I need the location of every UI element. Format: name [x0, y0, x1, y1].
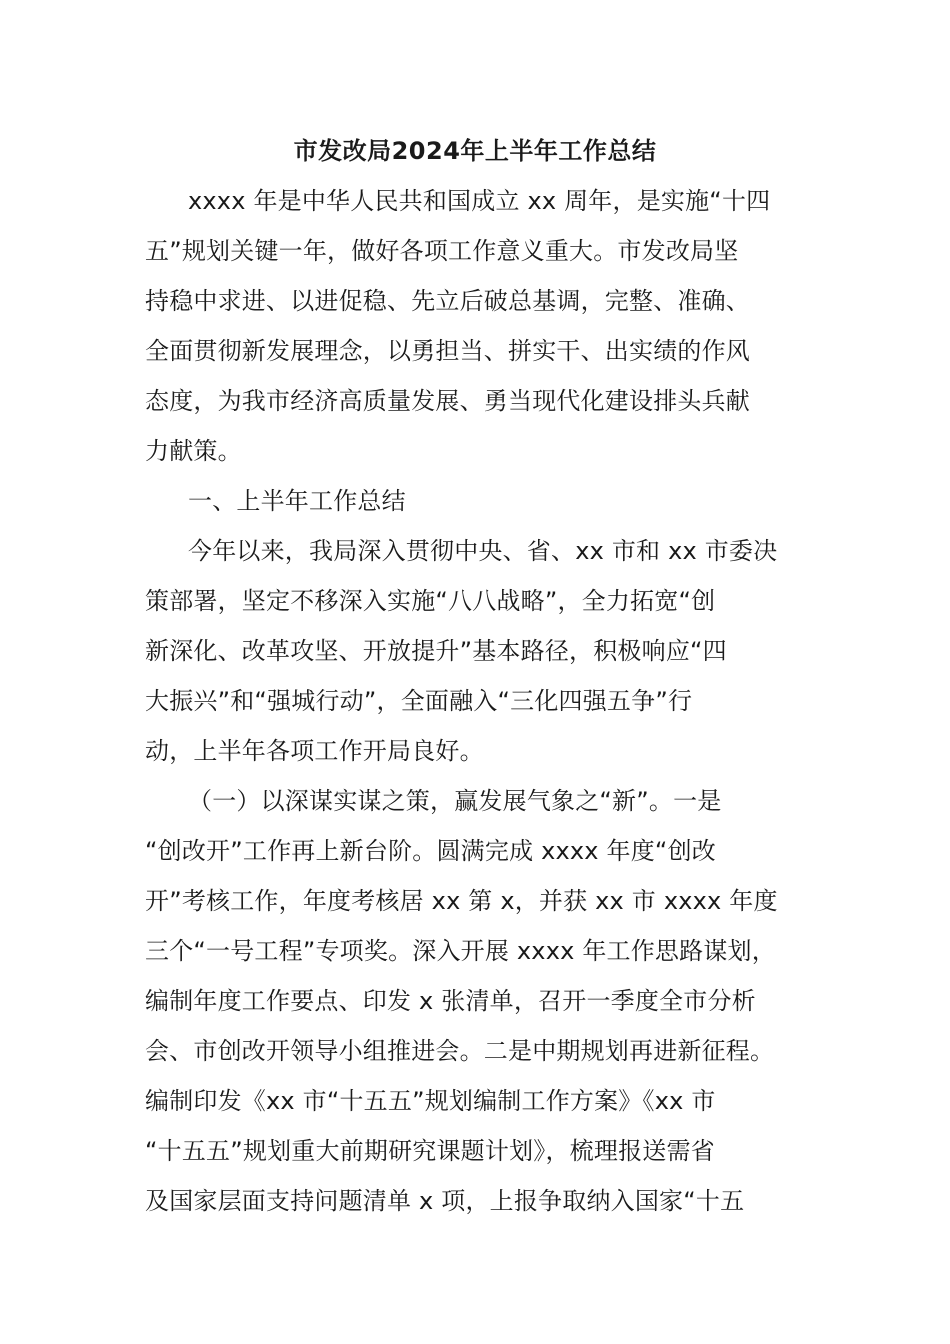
- paragraph-line: （一）以深谋实谋之策，赢发展气象之“新”。一是: [188, 787, 722, 815]
- paragraph-line: 今年以来，我局深入贯彻中央、省、xx 市和 xx 市委决: [188, 537, 778, 565]
- paragraph-line: 策部署，坚定不移深入实施“八八战略”，全力拓宽“创: [145, 587, 716, 615]
- paragraph-line: “十五五”规划重大前期研究课题计划》，梳理报送需省: [145, 1137, 715, 1165]
- paragraph-line: 态度，为我市经济高质量发展、勇当现代化建设排头兵献: [145, 387, 750, 415]
- paragraph-line: 力献策。: [145, 437, 242, 465]
- paragraph-line: 全面贯彻新发展理念，以勇担当、拼实干、出实绩的作风: [145, 337, 750, 365]
- paragraph-line: 编制年度工作要点、印发 x 张清单，召开一季度全市分析: [145, 987, 756, 1015]
- paragraph-line: 五”规划关键一年，做好各项工作意义重大。市发改局坚: [145, 237, 739, 265]
- paragraph-line: “创改开”工作再上新台阶。圆满完成 xxxx 年度“创改: [145, 837, 716, 865]
- paragraph-line: 及国家层面支持问题清单 x 项，上报争取纳入国家“十五: [145, 1187, 745, 1215]
- paragraph-line: 新深化、改革攻坚、开放提升”基本路径，积极响应“四: [145, 637, 727, 665]
- document-title: 市发改局2024年上半年工作总结: [293, 137, 657, 165]
- paragraph-line: 编制印发《xx 市“十五五”规划编制工作方案》《xx 市: [145, 1087, 716, 1115]
- paragraph-line: xxxx 年是中华人民共和国成立 xx 周年，是实施“十四: [188, 187, 771, 215]
- paragraph-line: 开”考核工作，年度考核居 xx 第 x，并获 xx 市 xxxx 年度: [145, 887, 778, 915]
- paragraph-line: 会、市创改开领导小组推进会。二是中期规划再进新征程。: [145, 1037, 775, 1065]
- paragraph-line: 动，上半年各项工作开局良好。: [145, 737, 484, 765]
- paragraph-line: 持稳中求进、以进促稳、先立后破总基调，完整、准确、: [145, 287, 750, 315]
- paragraph-line: 大振兴”和“强城行动”，全面融入“三化四强五争”行: [145, 687, 693, 715]
- section-heading: 一、上半年工作总结: [188, 487, 406, 515]
- paragraph-line: 三个“一号工程”专项奖。深入开展 xxxx 年工作思路谋划，: [145, 937, 776, 965]
